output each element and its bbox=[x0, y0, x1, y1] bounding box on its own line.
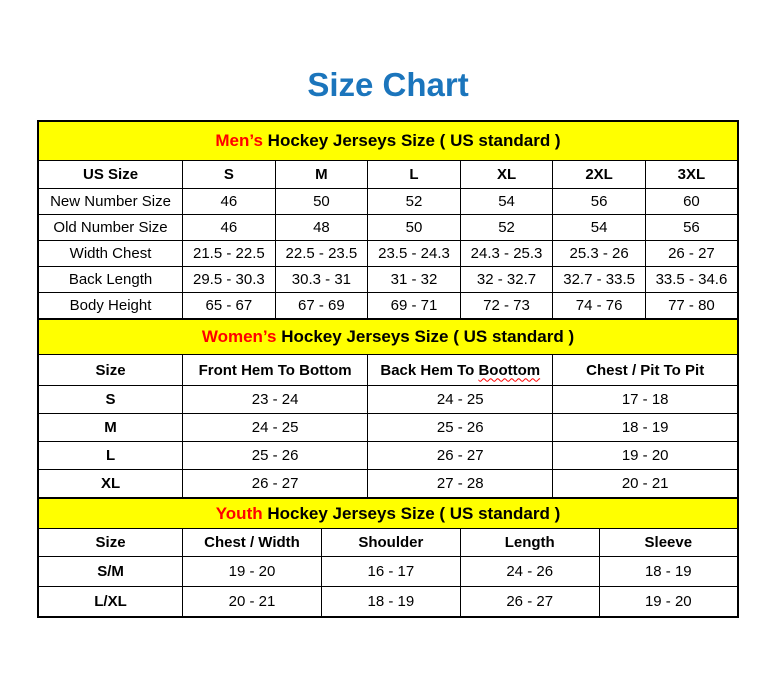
table-row bbox=[38, 442, 738, 470]
column-header: 2XL bbox=[553, 161, 646, 189]
column-header: Front Hem To Bottom bbox=[183, 355, 368, 386]
table-cell: 52 bbox=[368, 189, 461, 215]
table-cell: 25.3 - 26 bbox=[553, 241, 646, 267]
row-label: S bbox=[38, 386, 183, 414]
section-banner-highlight: Women’s bbox=[201, 327, 277, 346]
youth-table-body bbox=[38, 557, 738, 618]
table-row bbox=[38, 557, 738, 587]
section-banner-text: Hockey Jerseys Size ( US standard ) bbox=[267, 503, 561, 523]
column-header: Shoulder bbox=[321, 529, 460, 557]
table-row bbox=[38, 386, 738, 414]
table-cell: 72 - 73 bbox=[460, 293, 553, 320]
table-cell: 30.3 - 31 bbox=[275, 267, 368, 293]
table-row bbox=[38, 189, 738, 215]
column-header: M bbox=[275, 161, 368, 189]
column-header: Chest / Pit To Pit bbox=[553, 355, 738, 386]
row-label: L/XL bbox=[38, 587, 183, 618]
section-banner bbox=[38, 121, 738, 161]
table-cell: 24 - 26 bbox=[460, 557, 599, 587]
table-cell: 65 - 67 bbox=[183, 293, 276, 320]
table-cell: 32 - 32.7 bbox=[460, 267, 553, 293]
table-cell: 48 bbox=[275, 215, 368, 241]
row-label: Back Length bbox=[38, 267, 183, 293]
table-cell: 18 - 19 bbox=[599, 557, 738, 587]
table-cell: 74 - 76 bbox=[553, 293, 646, 320]
table-cell: 31 - 32 bbox=[368, 267, 461, 293]
table-cell: 50 bbox=[368, 215, 461, 241]
column-header: Sleeve bbox=[599, 529, 738, 557]
section-banner-row bbox=[38, 121, 738, 161]
row-label: XL bbox=[38, 470, 183, 499]
mens-size-table bbox=[37, 120, 739, 320]
table-cell: 54 bbox=[460, 189, 553, 215]
column-header: XL bbox=[460, 161, 553, 189]
table-cell: 24.3 - 25.3 bbox=[460, 241, 553, 267]
table-row bbox=[38, 414, 738, 442]
table-cell: 46 bbox=[183, 189, 276, 215]
section-banner-text: Hockey Jerseys Size ( US standard ) bbox=[267, 131, 561, 150]
table-cell: 27 - 28 bbox=[368, 470, 553, 499]
table-cell: 16 - 17 bbox=[321, 557, 460, 587]
section-banner-row bbox=[38, 498, 738, 529]
table-cell: 67 - 69 bbox=[275, 293, 368, 320]
table-cell: 60 bbox=[645, 189, 738, 215]
youth-table-head bbox=[38, 498, 738, 557]
row-label: Body Height bbox=[38, 293, 183, 320]
womens-size-table bbox=[37, 318, 739, 499]
table-cell: 17 - 18 bbox=[553, 386, 738, 414]
row-label: Width Chest bbox=[38, 241, 183, 267]
table-cell: 25 - 26 bbox=[183, 442, 368, 470]
section-banner-row bbox=[38, 319, 738, 355]
row-label: S/M bbox=[38, 557, 183, 587]
column-header: Size bbox=[38, 355, 183, 386]
table-cell: 26 - 27 bbox=[368, 442, 553, 470]
table-cell: 56 bbox=[553, 189, 646, 215]
table-cell: 19 - 20 bbox=[183, 557, 322, 587]
row-label: Old Number Size bbox=[38, 215, 183, 241]
row-label: L bbox=[38, 442, 183, 470]
table-cell: 26 - 27 bbox=[645, 241, 738, 267]
youth-size-table bbox=[37, 497, 739, 618]
table-row bbox=[38, 215, 738, 241]
mens-table-body bbox=[38, 189, 738, 320]
misspelled-word: Boottom bbox=[478, 361, 541, 379]
row-label: M bbox=[38, 414, 183, 442]
section-banner bbox=[38, 498, 738, 529]
column-header-row bbox=[38, 355, 738, 386]
table-cell: 21.5 - 22.5 bbox=[183, 241, 276, 267]
table-cell: 46 bbox=[183, 215, 276, 241]
table-cell: 23.5 - 24.3 bbox=[368, 241, 461, 267]
table-cell: 52 bbox=[460, 215, 553, 241]
table-cell: 54 bbox=[553, 215, 646, 241]
column-header: Chest / Width bbox=[183, 529, 322, 557]
table-row bbox=[38, 293, 738, 320]
table-cell: 23 - 24 bbox=[183, 386, 368, 414]
table-cell: 29.5 - 30.3 bbox=[183, 267, 276, 293]
column-header: Length bbox=[460, 529, 599, 557]
table-cell: 24 - 25 bbox=[183, 414, 368, 442]
table-cell: 18 - 19 bbox=[553, 414, 738, 442]
table-cell: 24 - 25 bbox=[368, 386, 553, 414]
column-header: Back Hem To Boottom bbox=[368, 355, 553, 386]
table-cell: 22.5 - 23.5 bbox=[275, 241, 368, 267]
column-header: S bbox=[183, 161, 276, 189]
table-row bbox=[38, 241, 738, 267]
section-banner bbox=[38, 319, 738, 355]
column-header-row bbox=[38, 161, 738, 189]
size-tables-container bbox=[37, 120, 739, 618]
section-banner-highlight: Youth bbox=[215, 503, 263, 523]
table-cell: 33.5 - 34.6 bbox=[645, 267, 738, 293]
table-cell: 77 - 80 bbox=[645, 293, 738, 320]
column-header: Size bbox=[38, 529, 183, 557]
table-cell: 26 - 27 bbox=[460, 587, 599, 618]
table-row bbox=[38, 587, 738, 618]
table-cell: 19 - 20 bbox=[553, 442, 738, 470]
column-header: L bbox=[368, 161, 461, 189]
table-row bbox=[38, 470, 738, 499]
table-cell: 20 - 21 bbox=[183, 587, 322, 618]
section-banner-text: Hockey Jerseys Size ( US standard ) bbox=[281, 327, 575, 346]
womens-table-body bbox=[38, 386, 738, 499]
section-banner-highlight: Men’s bbox=[215, 131, 263, 150]
table-cell: 25 - 26 bbox=[368, 414, 553, 442]
womens-table-head bbox=[38, 319, 738, 386]
page-title: Size Chart bbox=[307, 66, 469, 103]
table-cell: 32.7 - 33.5 bbox=[553, 267, 646, 293]
table-cell: 50 bbox=[275, 189, 368, 215]
row-label: New Number Size bbox=[38, 189, 183, 215]
table-cell: 18 - 19 bbox=[321, 587, 460, 618]
table-cell: 56 bbox=[645, 215, 738, 241]
column-header: 3XL bbox=[645, 161, 738, 189]
mens-table-head bbox=[38, 121, 738, 189]
table-row bbox=[38, 267, 738, 293]
table-cell: 20 - 21 bbox=[553, 470, 738, 499]
table-cell: 69 - 71 bbox=[368, 293, 461, 320]
column-header-row bbox=[38, 529, 738, 557]
column-header: US Size bbox=[38, 161, 183, 189]
table-cell: 26 - 27 bbox=[183, 470, 368, 499]
table-cell: 19 - 20 bbox=[599, 587, 738, 618]
